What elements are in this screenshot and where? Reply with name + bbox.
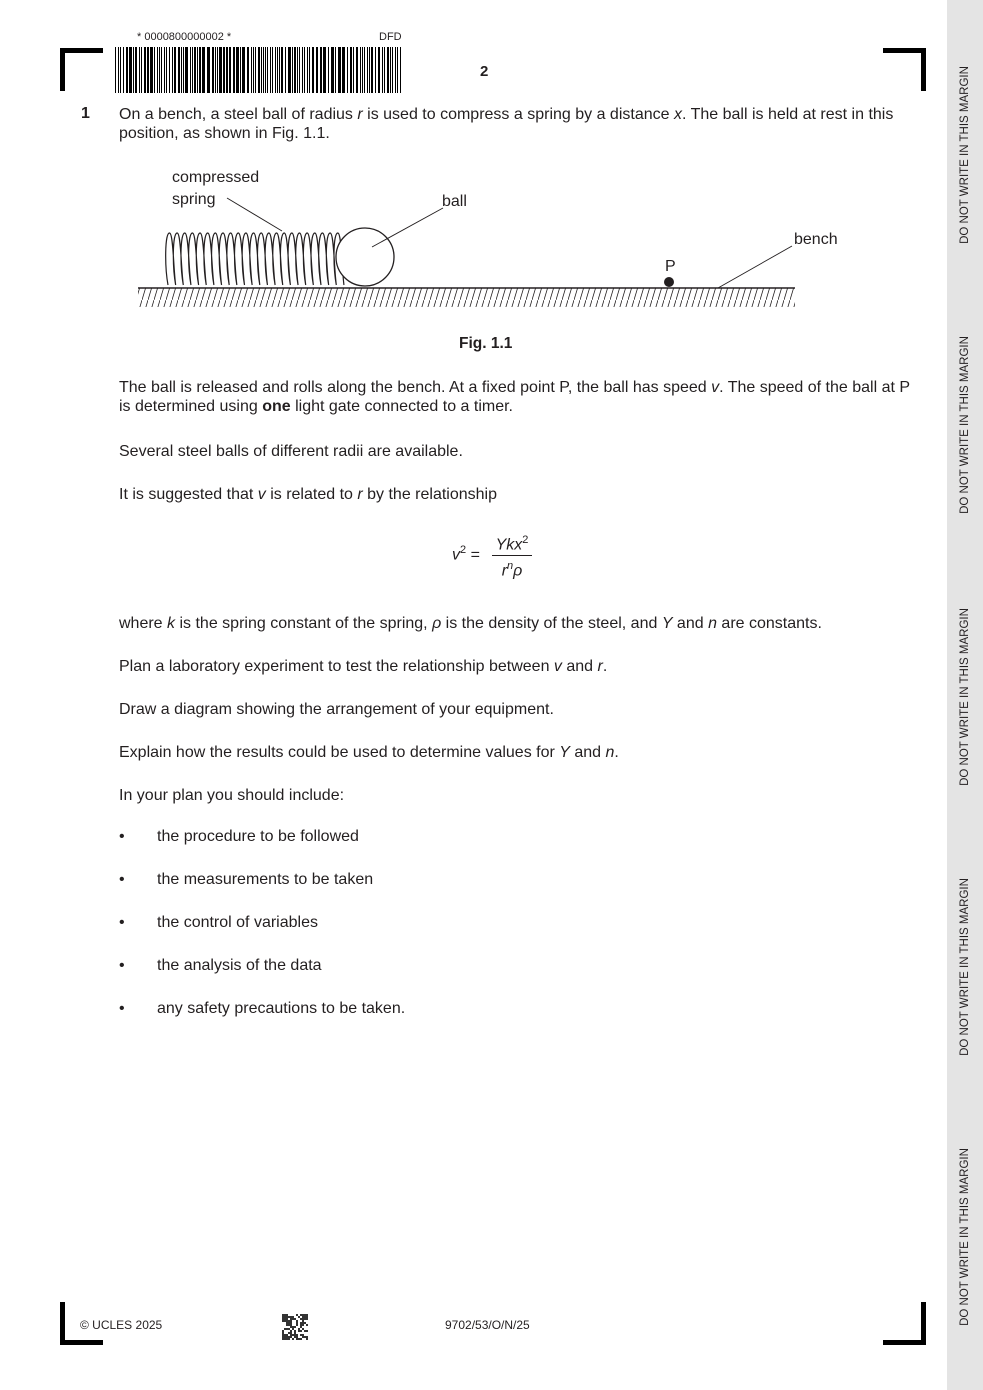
page-number: 2 — [480, 63, 489, 80]
spring-leader-line — [227, 198, 282, 231]
bullet-marker: • — [119, 914, 125, 931]
question-number: 1 — [81, 105, 90, 122]
bullet-marker: • — [119, 828, 125, 845]
corner-mark-top-right — [883, 48, 926, 91]
formula-fraction — [492, 530, 532, 582]
figure-spring-ball-bench — [130, 160, 838, 320]
barcode — [115, 47, 405, 93]
ball-leader-line — [372, 208, 443, 247]
label-ball: ball — [442, 193, 467, 210]
corner-mark-top-left — [60, 48, 103, 91]
barcode-label: * 0000800000002 * — [137, 31, 232, 43]
paragraph-draw-diagram: Draw a diagram showing the arrangement of your equipment. — [119, 701, 554, 718]
bullet-control-variables: the control of variables — [157, 914, 318, 931]
paragraph-explain-results: Explain how the results could be used to determine values for Y and n. — [119, 744, 619, 761]
paragraph-constants: where k is the spring constant of the spring, ρ is the density of the steel, and Y and n are constants. — [119, 615, 822, 632]
formula-lhs: $v^2$ = — [452, 544, 480, 564]
bullet-safety: any safety precautions to be taken. — [157, 1000, 406, 1017]
paper-code: DFD — [379, 31, 402, 43]
bullet-procedure: the procedure to be followed — [157, 828, 359, 845]
paragraph-release: The ball is released and rolls along the bench. At a fixed point P, the ball has speed v. The speed of the ball at P is determined using one light gate connected to a timer. — [119, 379, 910, 415]
formula-denominator: $r^n\rho$ — [501, 560, 523, 580]
bullet-marker: • — [119, 871, 125, 888]
label-compressed: compressed — [172, 169, 260, 186]
paragraph-relationship: It is suggested that v is related to r by the relationship — [119, 486, 497, 503]
footer-paper-code: 9702/53/O/N/25 — [445, 1318, 530, 1332]
corner-mark-bottom-right — [883, 1302, 926, 1345]
paragraph-balls-available: Several steel balls of different radii are available. — [119, 443, 463, 460]
footer-copyright: © UCLES 2025 — [80, 1318, 163, 1332]
point-p-marker — [664, 277, 674, 287]
bench-leader-line — [718, 246, 792, 288]
bullet-analysis: the analysis of the data — [157, 957, 322, 974]
bench-hatching — [138, 288, 795, 307]
label-spring: spring — [172, 191, 216, 208]
bullet-measurements: the measurements to be taken — [157, 871, 374, 888]
label-bench: bench — [794, 231, 838, 248]
figure-caption: Fig. 1.1 — [459, 335, 513, 352]
bullet-marker: • — [119, 1000, 125, 1017]
question-intro: On a bench, a steel ball of radius r is used to compress a spring by a distance x. The ball is held at rest in this position, as shown in Fig. 1.1. — [119, 106, 894, 142]
paragraph-plan-include: In your plan you should include: — [119, 787, 345, 804]
qr-code-icon — [282, 1314, 308, 1340]
compressed-spring — [166, 233, 344, 285]
paragraph-plan-experiment: Plan a laboratory experiment to test the relationship between v and r. — [119, 658, 608, 675]
label-point-p: P — [665, 258, 676, 275]
bullet-marker: • — [119, 957, 125, 974]
steel-ball — [336, 228, 394, 286]
formula-numerator: Ykx$^2$ — [492, 530, 532, 556]
